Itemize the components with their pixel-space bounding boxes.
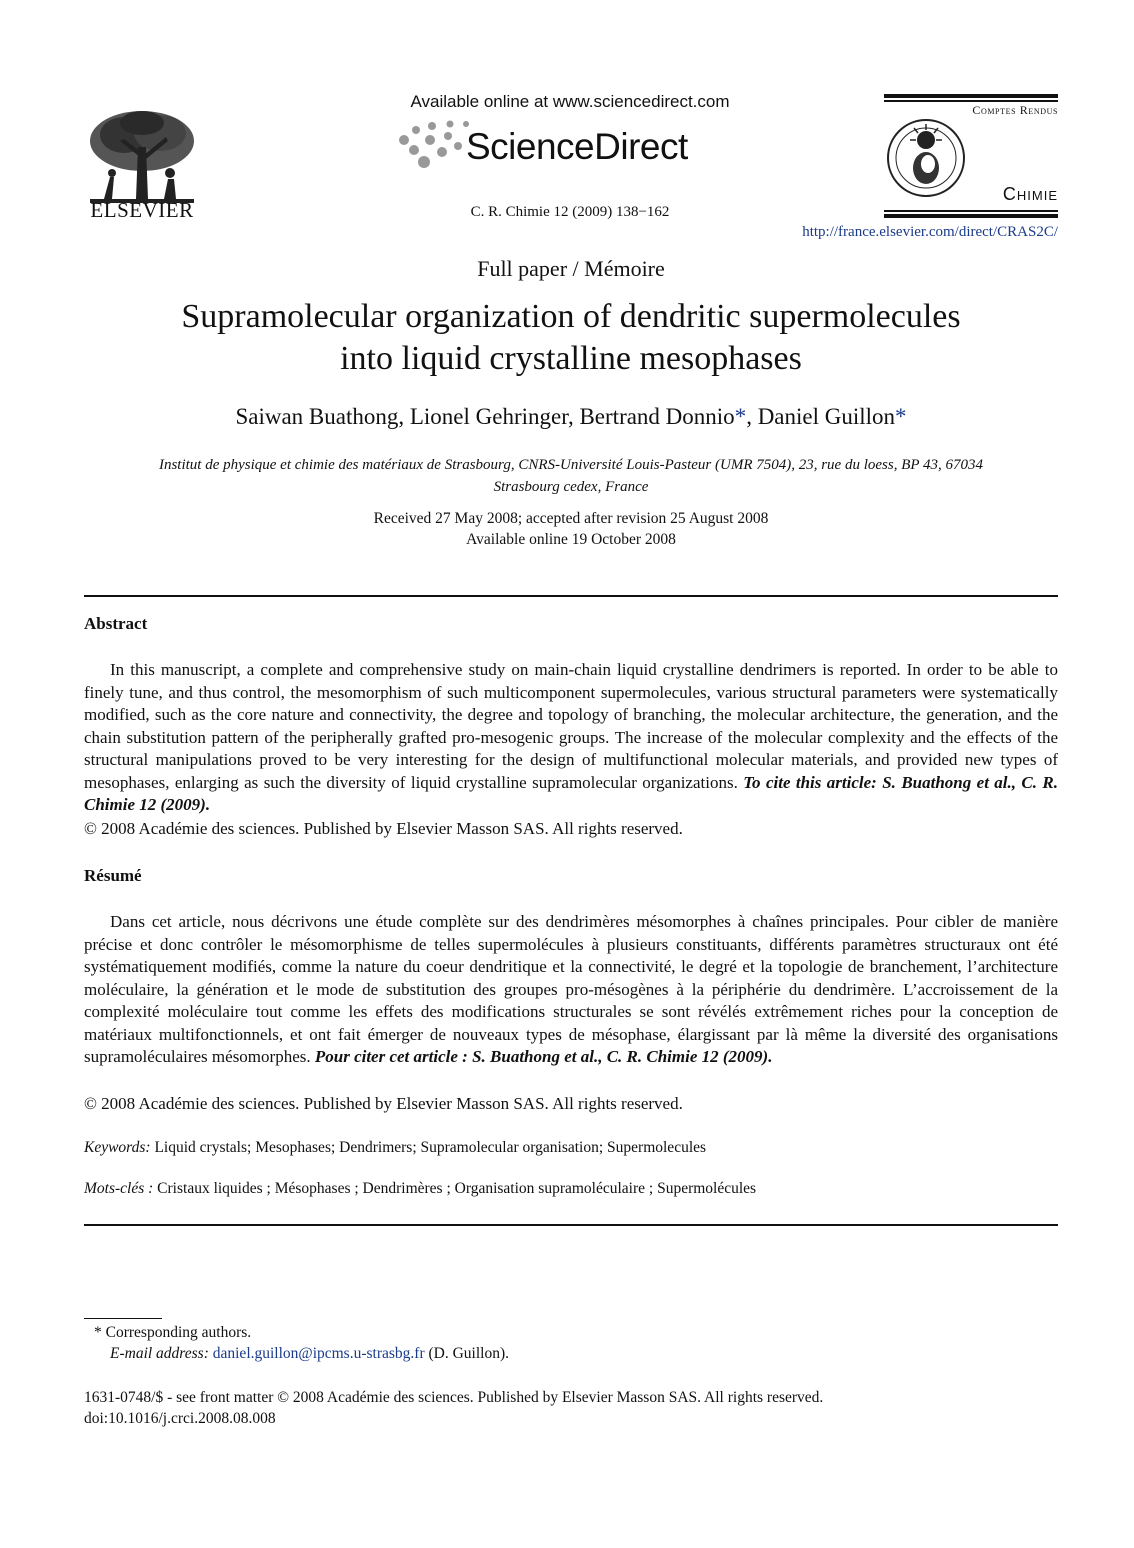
mots-cles-label: Mots-clés : bbox=[84, 1180, 154, 1197]
publisher-name: ELSEVIER bbox=[90, 198, 194, 222]
comptes-rendus-label: Comptes Rendus bbox=[972, 103, 1058, 117]
cr-rule-top-thick bbox=[884, 94, 1058, 98]
corresponding-star-link[interactable]: * bbox=[895, 404, 907, 429]
title-line-1: Supramolecular organization of dendritic supermolecules bbox=[181, 298, 961, 335]
affiliation-line-2: Strasbourg cedex, France bbox=[493, 479, 649, 495]
academie-seal-icon bbox=[884, 110, 968, 206]
sciencedirect-wordmark: ScienceDirect bbox=[466, 126, 688, 167]
corresponding-star-link[interactable]: * bbox=[734, 404, 747, 429]
issn-line: 1631-0748/$ - see front matter © 2008 Académie des sciences. Published by Elsevier Masson SAS. All rights reserved. bbox=[84, 1389, 824, 1406]
abstract-text bbox=[84, 659, 1058, 817]
resume-text bbox=[84, 911, 1058, 1069]
footnote-rule bbox=[84, 1318, 162, 1319]
keywords-label: Keywords: bbox=[84, 1139, 151, 1156]
divider-top bbox=[84, 595, 1058, 597]
received-date: Received 27 May 2008; accepted after revision 25 August 2008 bbox=[373, 510, 769, 527]
resume-body: Dans cet article, nous décrivons une étude complète sur des dendrimères mésomorphes à chaînes principales. Pour cibler de manière précise et donc contrôler le mésomorphisme de telles supermolécules à plusieurs constituants, différents paramètres structuraux ont été systématiquement modifiés, comme la nature du coeur dendritique et la connectivité, le degré et la topologie de branchement, l’architecture moléculaire, la génération et le mode de substitution des groupes pro-mésogènes à la périphérie du dendrimère. L’accroissement de la complexité moléculaire tout comme les effets des modifications structurales se sont révélés extrêmement riches pour la conception de matériaux multifonctionnels, et ont fait émerger de nouveaux types de mésophase, élargissant par là même la diversité des organisations supramoléculaires mésomorphes. bbox=[84, 912, 1058, 1066]
paper-type: Full paper / Mémoire bbox=[477, 256, 665, 281]
authors-names-2: , Daniel Guillon bbox=[746, 404, 896, 429]
email-link[interactable]: daniel.guillon@ipcms.u-strasbg.fr bbox=[212, 1345, 425, 1362]
cr-rule-bottom-thin bbox=[884, 210, 1058, 212]
abstract-body: In this manuscript, a complete and comprehensive study on main-chain liquid crystalline dendrimers is reported. In order to be able to finely tune, and thus control, the mesomorphism of such multicomponent supermolecules, various structural parameters were systematically modified, such as the core nature and connectivity, the degree and topology of branching, the molecular architecture, the generation, and the chain substitution pattern of the peripherally grafted pro-mesogenic groups. The increase of the molecular complexity and the effects of the structural manipulations proved to be very interesting for the design of multifunctional molecular materials, and provided new types of mesophases, enlarging as such the diversity of liquid crystalline supramolecular organizations. bbox=[84, 660, 1058, 792]
keywords-text: Liquid crystals; Mesophases; Dendrimers; Supramolecular organisation; Supermolecules bbox=[150, 1139, 707, 1156]
doi: doi:10.1016/j.crci.2008.08.008 bbox=[84, 1410, 276, 1427]
email-label: E-mail address: bbox=[110, 1345, 209, 1362]
mots-cles-text: Cristaux liquides ; Mésophases ; Dendrimères ; Organisation supramoléculaire ; Supermolécules bbox=[153, 1180, 757, 1197]
abstract-copyright: © 2008 Académie des sciences. Published by Elsevier Masson SAS. All rights reserved. bbox=[84, 819, 683, 838]
available-date: Available online 19 October 2008 bbox=[466, 531, 676, 548]
article-title bbox=[84, 296, 1058, 380]
authors-names-1: Saiwan Buathong, Lionel Gehringer, Bertrand Donnio bbox=[235, 404, 735, 429]
footnote-corresponding: * Corresponding authors. bbox=[94, 1324, 252, 1341]
mots-cles bbox=[84, 1180, 1058, 1198]
journal-reference: C. R. Chimie 12 (2009) 138−162 bbox=[470, 204, 670, 220]
chimie-label: Chimie bbox=[1002, 184, 1058, 204]
cr-rule-top-thin bbox=[884, 100, 1058, 102]
journal-url-link[interactable]: http://france.elsevier.com/direct/CRAS2C/ bbox=[802, 224, 1058, 240]
affiliation-line-1: Institut de physique et chimie des matériaux de Strasbourg, CNRS-Université Louis-Pasteur (UMR 7504), 23, rue du loess, BP 43, 67034 bbox=[158, 457, 984, 473]
title-line-2: into liquid crystalline mesophases bbox=[340, 340, 802, 377]
authors bbox=[84, 404, 1058, 430]
article-dates bbox=[84, 508, 1058, 550]
footnote-email bbox=[110, 1345, 509, 1363]
abstract-heading: Abstract bbox=[84, 614, 148, 633]
resume-copyright: © 2008 Académie des sciences. Published by Elsevier Masson SAS. All rights reserved. bbox=[84, 1094, 683, 1113]
affiliation bbox=[84, 454, 1058, 498]
resume-citation: Pour citer cet article : S. Buathong et al., C. R. Chimie 12 (2009). bbox=[314, 1047, 773, 1066]
abstract-citation: To cite this article: S. Buathong et al., C. R. Chimie 12 (2009). bbox=[84, 772, 1058, 814]
available-online-text: Available online at www.sciencedirect.com bbox=[410, 92, 730, 111]
resume-heading: Résumé bbox=[84, 866, 142, 885]
keywords bbox=[84, 1139, 1058, 1157]
cr-rule-bottom-thick bbox=[884, 214, 1058, 218]
email-suffix: (D. Guillon). bbox=[424, 1345, 510, 1362]
divider-bottom bbox=[84, 1224, 1058, 1226]
